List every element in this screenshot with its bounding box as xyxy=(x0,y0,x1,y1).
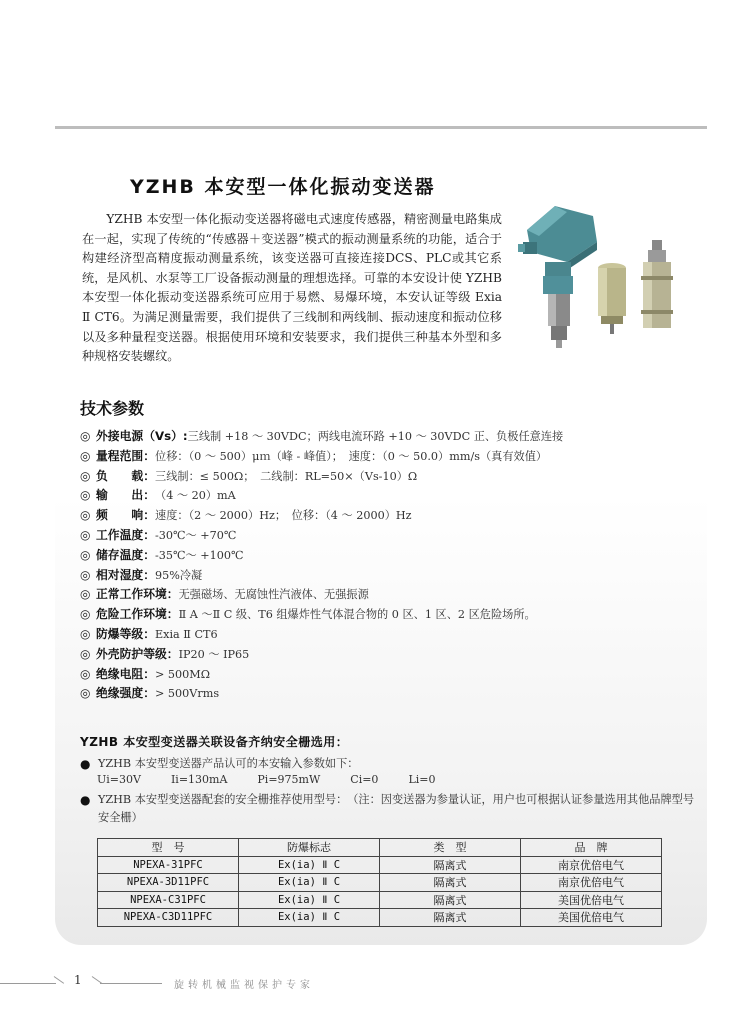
header-type: 类 型 xyxy=(380,839,521,857)
cell-type: 隔离式 xyxy=(380,856,521,874)
spec-bullet: ◎ xyxy=(80,607,91,622)
spec-label: 储存温度： xyxy=(96,547,155,562)
spec-value: IP20 ～ IP65 xyxy=(178,647,250,661)
spec-value: 速度：（2 ～ 2000）Hz； 位移：（4 ～ 2000）Hz xyxy=(155,509,412,523)
spec-label: 防爆等级： xyxy=(96,626,155,641)
spec-item xyxy=(80,566,700,586)
spec-label: 正常工作环境： xyxy=(96,587,179,602)
spec-value: -30℃～ +70℃ xyxy=(155,528,237,542)
spec-bullet: ◎ xyxy=(80,429,91,443)
spec-item xyxy=(80,486,700,506)
param-li: Li=0 xyxy=(408,773,436,786)
param-ci: Ci=0 xyxy=(350,773,379,786)
spec-item xyxy=(80,605,700,625)
spec-bullet: ◎ xyxy=(80,527,91,542)
spec-bullet: ◎ xyxy=(80,508,91,523)
table-row xyxy=(98,874,662,892)
param-pi: Pi=975mW xyxy=(257,773,321,786)
spec-value: Exia Ⅱ CT6 xyxy=(155,627,218,641)
cell-model: NPEXA-3D11PFC xyxy=(98,874,239,892)
spec-label: 外接电源（Vs）: xyxy=(96,429,188,443)
spec-value: Ⅱ A ～Ⅱ C 级、T6 组爆炸性气体混合物的 0 区、1 区、2 区危险场所。 xyxy=(178,608,536,622)
header-model: 型 号 xyxy=(98,839,239,857)
spec-label: 频 响： xyxy=(96,508,155,523)
spec-bullet: ◎ xyxy=(80,686,91,701)
specs-heading: 技术参数 xyxy=(80,399,145,418)
cell-ex-mark: Ex(ia) Ⅱ C xyxy=(239,909,380,927)
table-row xyxy=(98,856,662,874)
spec-bullet: ◎ xyxy=(80,626,91,641)
footer-slogan: 旋转机械监视保护专家 xyxy=(174,980,314,991)
transmitter-small xyxy=(598,263,626,334)
barrier-table xyxy=(97,838,662,927)
spec-item xyxy=(80,585,700,605)
spec-item xyxy=(80,506,700,526)
spec-value: > 500MΩ xyxy=(155,667,211,681)
spec-value: 三线制 +18 ～ 30VDC；两线电流环路 +10 ～ 30VDC 正、负极任意连接 xyxy=(187,430,564,443)
spec-value: 位移：（0 ～ 500）μｍ（峰 - 峰值）； 速度：（0 ～ 50.0）mm/s（真有效值） xyxy=(155,449,548,463)
table-row xyxy=(98,909,662,927)
intro-text: YZHB 本安型一体化振动变送器将磁电式速度传感器，精密测量电路集成在一起，实现了传统的“传感器＋变送器”模式的振动测量系统的功能，适合于构建经济型高精度振动测量系统，该变送器可直接连接DCS、PLC或其它系统，是风机、水泵等工厂设备振动测量的理想选择。可靠的本安设计使 YZHB 本安型一体化振动变送器系统可应用于易燃、易爆环境，本安认证等级 Exia Ⅱ CT6。为满足测量需要，我们提供了三线制和两线制、振动速度和振动位移以及多种量程变送器。根据使用环境和安装要求，我们提供三种基本外型和多种规格安装螺纹。 xyxy=(82,212,502,364)
cell-model: NPEXA-C3D11PFC xyxy=(98,909,239,927)
cell-type: 隔离式 xyxy=(380,891,521,909)
cell-model: NPEXA-C31PFC xyxy=(98,891,239,909)
transmitter-medium xyxy=(641,240,673,328)
spec-item xyxy=(80,625,700,645)
intro-paragraph xyxy=(82,210,502,367)
spec-item xyxy=(80,645,700,665)
cell-type: 隔离式 xyxy=(380,909,521,927)
spec-bullet: ◎ xyxy=(80,567,91,582)
spec-label: 危险工作环境： xyxy=(96,607,179,622)
spec-item xyxy=(80,665,700,685)
spec-item xyxy=(80,526,700,546)
spec-label: 输 出： xyxy=(96,488,155,503)
table-row xyxy=(98,891,662,909)
cell-brand: 南京优倍电气 xyxy=(521,856,662,874)
table-header-row xyxy=(98,839,662,857)
spec-label: 相对湿度： xyxy=(96,567,155,582)
spec-label: 负 载： xyxy=(96,468,155,483)
spec-label: 绝缘电阻： xyxy=(96,666,155,681)
cell-brand: 南京优倍电气 xyxy=(521,874,662,892)
note-bullet: ● xyxy=(80,757,91,771)
spec-value: > 500Vrms xyxy=(155,687,220,701)
spec-item xyxy=(80,546,700,566)
spec-bullet: ◎ xyxy=(80,646,91,661)
param-ui: Ui=30V xyxy=(97,773,141,786)
spec-value: 三线制：≤ 500Ω； 二线制：RL=50×（Vs-10）Ω xyxy=(155,469,418,483)
cell-ex-mark: Ex(ia) Ⅱ C xyxy=(239,891,380,909)
spec-list xyxy=(80,427,700,704)
spec-label: 绝缘强度： xyxy=(96,686,155,701)
cell-ex-mark: Ex(ia) Ⅱ C xyxy=(239,856,380,874)
cell-ex-mark: Ex(ia) Ⅱ C xyxy=(239,874,380,892)
spec-label: 外壳防护等级： xyxy=(96,646,179,661)
spec-item xyxy=(80,467,700,487)
barrier-heading: YZHB 本安型变送器关联设备齐纳安全栅选用： xyxy=(80,735,349,749)
note-list xyxy=(80,755,700,827)
spec-item xyxy=(80,684,700,704)
note-item xyxy=(80,791,700,827)
spec-item xyxy=(80,427,700,447)
cell-model: NPEXA-31PFC xyxy=(98,856,239,874)
spec-value: 95%冷凝 xyxy=(155,568,203,582)
cell-brand: 美国优倍电气 xyxy=(521,891,662,909)
spec-bullet: ◎ xyxy=(80,468,91,483)
footer-rule-left xyxy=(0,983,56,984)
param-ii: Ii=130mA xyxy=(170,773,228,786)
page-title: YZHB 本安型一体化振动变送器 xyxy=(130,176,436,198)
spec-label: 工作温度： xyxy=(96,527,155,542)
intrinsic-params xyxy=(97,773,465,786)
spec-bullet: ◎ xyxy=(80,488,91,503)
spec-bullet: ◎ xyxy=(80,448,91,463)
spec-label: 量程范围： xyxy=(96,448,155,463)
footer-rule-right xyxy=(100,983,162,984)
spec-bullet: ◎ xyxy=(80,666,91,681)
header-brand: 品 牌 xyxy=(521,839,662,857)
header-ex-mark: 防爆标志 xyxy=(239,839,380,857)
page-number: 1 xyxy=(74,973,82,987)
product-photo xyxy=(515,200,685,350)
spec-bullet: ◎ xyxy=(80,547,91,562)
note-bullet: ● xyxy=(80,793,91,807)
note-text: YZHB 本安型变送器配套的安全栅推荐使用型号： （注：因变送器为参量认证，用户也可根据认证参量选用其他品牌型号安全栅） xyxy=(98,793,695,824)
spec-value: （4 ～ 20）mA xyxy=(155,489,236,503)
spec-item xyxy=(80,447,700,467)
spec-value: -35℃～ +100℃ xyxy=(155,548,244,562)
spec-value: 无强磁场、无腐蚀性汽液体、无强振源 xyxy=(178,588,369,602)
spec-bullet: ◎ xyxy=(80,587,91,602)
transmitter-large xyxy=(518,206,597,348)
cell-type: 隔离式 xyxy=(380,874,521,892)
cell-brand: 美国优倍电气 xyxy=(521,909,662,927)
note-text: YZHB 本安型变送器产品认可的本安输入参数如下： xyxy=(98,757,359,770)
